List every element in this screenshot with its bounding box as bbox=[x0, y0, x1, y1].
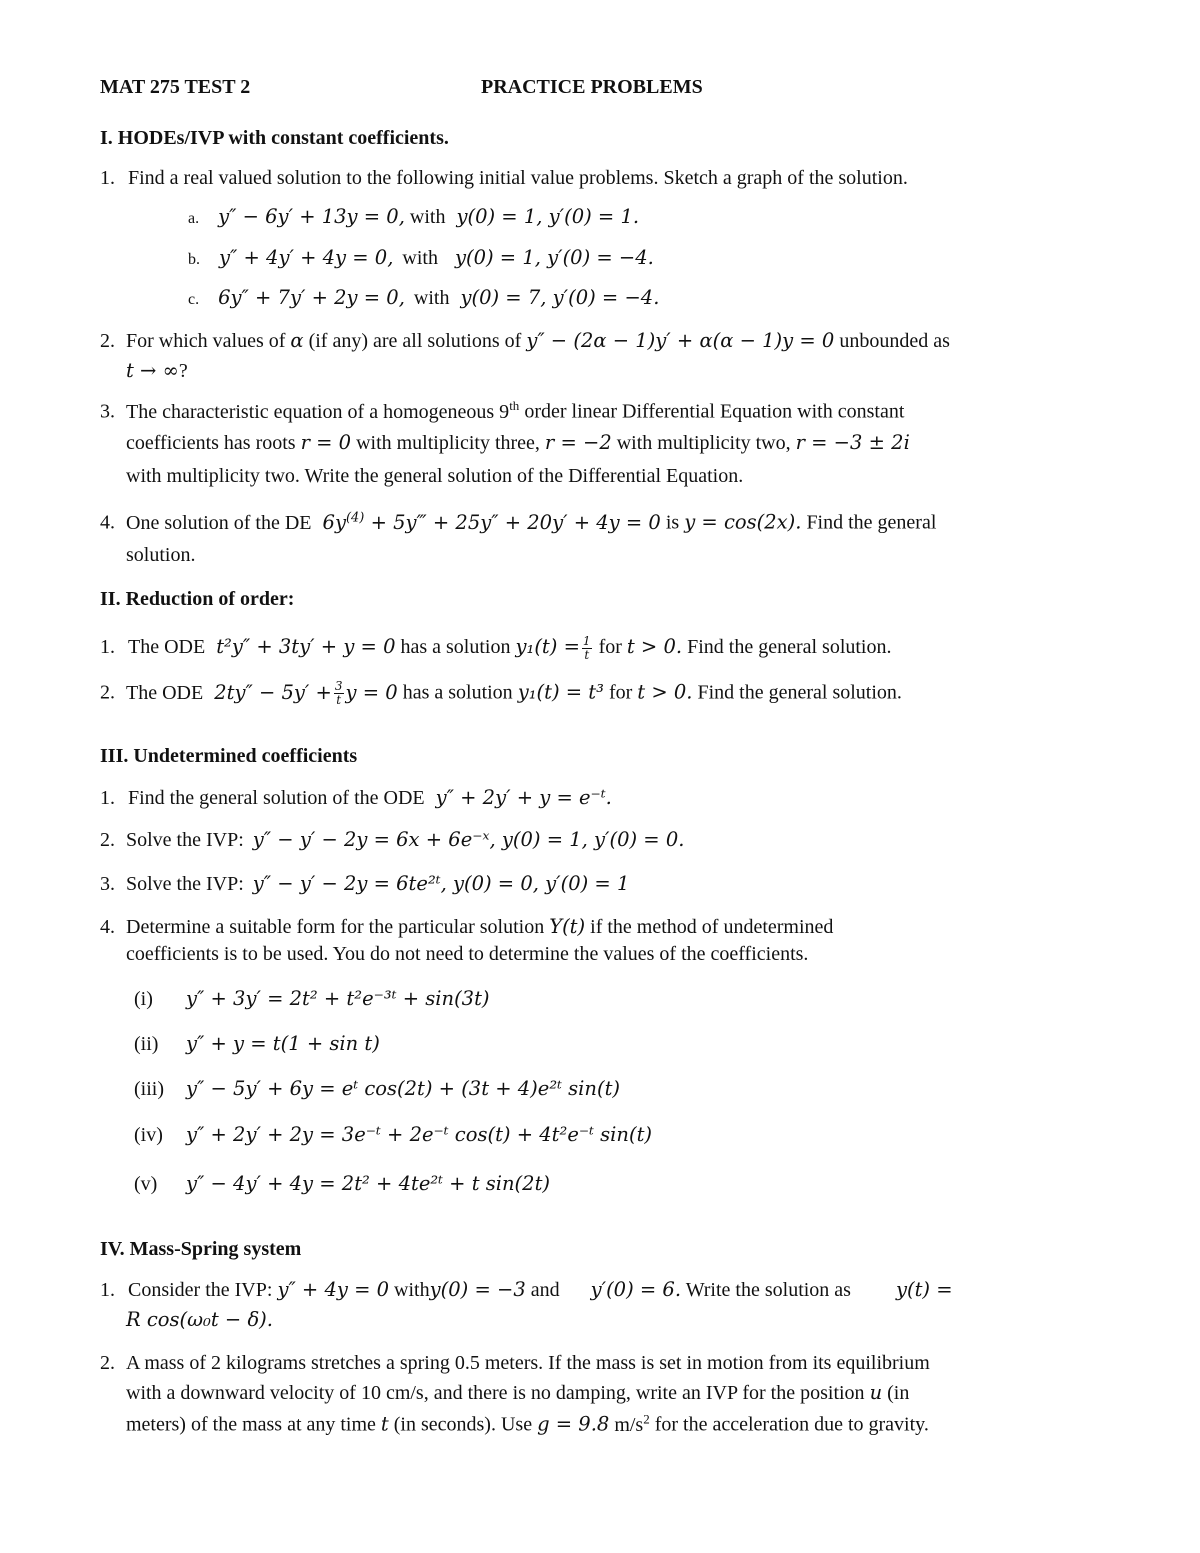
s3-problem-4-item-2 bbox=[134, 1032, 380, 1056]
problem-number: 1. bbox=[100, 636, 115, 658]
s4-problem-1 bbox=[100, 1278, 953, 1302]
problem-text: for the acceleration due to gravity. bbox=[654, 1413, 929, 1436]
problem-text: (if any) are all solutions of bbox=[308, 330, 522, 352]
equation: y″ + 3y′ = 2t² + t²e⁻³ᵗ + sin(3t) bbox=[186, 987, 490, 1010]
item-label: (ii) bbox=[134, 1033, 159, 1055]
alpha-symbol: α bbox=[290, 329, 304, 352]
s1-problem-3 bbox=[100, 398, 904, 424]
sub-label: a. bbox=[188, 210, 200, 227]
problem-text: (in bbox=[887, 1382, 910, 1404]
with-text: with bbox=[402, 247, 438, 269]
amplitude-phase-form: R cos(ω₀t − δ). bbox=[126, 1308, 273, 1331]
equation: y″ + y = t(1 + sin t) bbox=[186, 1032, 380, 1055]
root-1: r = 0 bbox=[300, 431, 352, 454]
item-label: (iii) bbox=[134, 1078, 164, 1100]
initial-condition-1: y(0) = −3 bbox=[429, 1278, 526, 1301]
problem-text: is bbox=[665, 511, 680, 534]
problem-text: (in seconds). Use bbox=[393, 1413, 533, 1436]
question-mark: ? bbox=[178, 360, 188, 382]
s3-problem-2 bbox=[100, 828, 684, 852]
with-text: with bbox=[413, 287, 450, 309]
problem-text: coefficients has roots bbox=[126, 432, 296, 454]
problem-number: 4. bbox=[100, 916, 115, 938]
problem-text: with multiplicity three, bbox=[356, 432, 540, 454]
s1-problem-1b bbox=[188, 246, 654, 270]
equation: y″ + 2y′ + y = e⁻ᵗ. bbox=[435, 786, 612, 809]
problem-text: with a downward velocity of 10 cm/s, and there is no damping, write an IVP for the position bbox=[126, 1382, 865, 1404]
problem-text: Find the general solution. bbox=[697, 681, 902, 704]
s1-problem-3-line2 bbox=[126, 431, 910, 455]
condition: t > 0. bbox=[626, 635, 683, 658]
problem-text: unbounded as bbox=[839, 330, 950, 352]
s1-problem-1c bbox=[188, 286, 659, 310]
equation: $6y^{(4)}$ + 5y‴ + 25y″ + 20y′ + 4y = 0 bbox=[322, 510, 661, 534]
s3-problem-4 bbox=[100, 915, 833, 939]
initial-conditions: y(0) = 1, y′(0) = 1. bbox=[456, 205, 640, 228]
particular-solution-symbol: Y(t) bbox=[549, 915, 586, 938]
equation: y″ + 2y′ + 2y = 3e⁻ᵗ + 2e⁻ᵗ cos(t) + 4t²e⁻ᵗ sin(t) bbox=[186, 1123, 653, 1146]
problem-number: 3. bbox=[100, 400, 115, 423]
initial-conditions: y(0) = 7, y′(0) = −4. bbox=[460, 286, 660, 309]
fraction: $\frac{1}{t}$ bbox=[582, 634, 591, 662]
section-3-heading: III. Undetermined coefficients bbox=[100, 745, 358, 767]
s3-problem-4-item-3 bbox=[134, 1077, 620, 1101]
problem-number: 2. bbox=[100, 330, 115, 352]
equation: y″ + 4y′ + 4y = 0, bbox=[219, 246, 394, 269]
s1-problem-1a bbox=[188, 205, 639, 229]
sub-label: b. bbox=[188, 251, 200, 268]
equation: y″ − 5y′ + 6y = eᵗ cos(2t) + (3t + 4)e²ᵗ sin(t) bbox=[186, 1077, 621, 1100]
position-variable: u bbox=[869, 1381, 883, 1404]
s3-problem-4-item-5 bbox=[134, 1172, 550, 1196]
problem-text: meters) of the mass at any time bbox=[126, 1413, 376, 1436]
equation: y″ − 6y′ + 13y = 0, bbox=[218, 205, 405, 228]
problem-text: Determine a suitable form for the particular solution bbox=[126, 916, 545, 938]
s1-problem-3-line3: with multiplicity two. Write the general solution of the Differential Equation. bbox=[126, 465, 744, 487]
equation: y″ + 4y = 0 bbox=[277, 1278, 390, 1301]
problem-text: if the method of undetermined bbox=[590, 916, 834, 938]
equation: 2ty″ − 5y′ + $\frac{3}{t}$ y = 0 bbox=[214, 679, 398, 707]
problem-text: has a solution bbox=[400, 636, 511, 658]
problem-number: 2. bbox=[100, 1352, 115, 1374]
with-text: with bbox=[409, 206, 446, 228]
section-2-heading: II. Reduction of order: bbox=[100, 588, 295, 610]
problem-text: for bbox=[598, 636, 622, 658]
equation: t²y″ + 3ty′ + y = 0 bbox=[216, 635, 396, 658]
problem-text: Find a real valued solution to the following initial value problems. Sketch a graph of the solution. bbox=[128, 167, 908, 189]
s4-problem-2 bbox=[100, 1351, 930, 1375]
solution-y1: y₁(t) = t³ bbox=[517, 680, 604, 704]
s3-problem-4-line2: coefficients is to be used. You do not need to determine the values of the coefficients. bbox=[126, 943, 809, 965]
s4-problem-2-line2 bbox=[126, 1381, 909, 1405]
limit-expression: t → ∞ bbox=[126, 359, 179, 382]
s1-problem-2-cont bbox=[126, 359, 188, 383]
gravity-value: g = 9.8 bbox=[537, 1412, 610, 1436]
problem-text: Write the solution as bbox=[685, 1279, 851, 1301]
problem-text: A mass of 2 kilograms stretches a spring 0.5 meters. If the mass is set in motion from its equilibrium bbox=[126, 1352, 930, 1374]
s3-problem-1 bbox=[100, 786, 612, 810]
problem-number: 1. bbox=[100, 167, 115, 189]
problem-text: order linear Differential Equation with constant bbox=[519, 400, 905, 423]
s1-problem-4-cont: solution. bbox=[126, 544, 196, 566]
item-label: (i) bbox=[134, 988, 153, 1010]
section-4-heading: IV. Mass-Spring system bbox=[100, 1238, 302, 1260]
s3-problem-3 bbox=[100, 872, 629, 896]
problem-text: Find the general solution. bbox=[687, 636, 892, 658]
s2-problem-2 bbox=[100, 680, 902, 706]
equation: y″ − y′ − 2y = 6te²ᵗ, y(0) = 0, y′(0) = 1 bbox=[252, 872, 630, 895]
root-2: r = −2 bbox=[544, 431, 612, 454]
superscript: th bbox=[509, 398, 520, 413]
equation: 6y″ + 7y′ + 2y = 0, bbox=[218, 286, 405, 309]
s3-problem-4-item-4 bbox=[134, 1123, 652, 1147]
problem-text: with bbox=[394, 1279, 430, 1301]
s2-problem-1 bbox=[100, 635, 892, 662]
problem-text: For which values of bbox=[126, 330, 286, 352]
problem-number: 1. bbox=[100, 787, 115, 809]
solution-form: y(t) = bbox=[895, 1278, 953, 1301]
condition: t > 0. bbox=[637, 680, 693, 704]
problem-text: The ODE bbox=[126, 681, 204, 704]
problem-text: Find the general bbox=[806, 511, 937, 534]
problem-text: has a solution bbox=[402, 681, 513, 704]
problem-text: Consider the IVP: bbox=[128, 1279, 273, 1301]
s4-problem-2-line3 bbox=[126, 1411, 929, 1437]
solution-y1: y₁(t) = bbox=[515, 635, 580, 658]
problem-number: 2. bbox=[100, 681, 115, 704]
problem-text: with multiplicity two, bbox=[616, 432, 791, 454]
problem-number: 2. bbox=[100, 829, 115, 851]
s1-problem-1 bbox=[100, 166, 908, 190]
initial-conditions: y(0) = 1, y′(0) = −4. bbox=[454, 246, 654, 269]
equation: y″ − y′ − 2y = 6x + 6e⁻ˣ, y(0) = 1, y′(0) = 0. bbox=[252, 828, 685, 851]
problem-number: 1. bbox=[100, 1279, 115, 1301]
s4-problem-1-cont bbox=[126, 1308, 273, 1332]
sub-label: c. bbox=[188, 291, 200, 308]
problem-number: 3. bbox=[100, 873, 115, 895]
problem-text: One solution of the DE bbox=[126, 511, 312, 534]
problem-text: The characteristic equation of a homogeneous 9 bbox=[126, 400, 510, 423]
s1-problem-2 bbox=[100, 329, 950, 353]
problem-text: Solve the IVP: bbox=[126, 873, 244, 895]
item-label: (iv) bbox=[134, 1124, 163, 1146]
page-title: PRACTICE PROBLEMS bbox=[481, 76, 703, 98]
s1-problem-4 bbox=[100, 510, 936, 535]
course-header: MAT 275 TEST 2 bbox=[100, 76, 251, 98]
item-label: (v) bbox=[134, 1173, 158, 1195]
known-solution: y = cos(2x). bbox=[684, 510, 802, 534]
problem-text: Solve the IVP: bbox=[126, 829, 244, 851]
root-3: r = −3 ± 2i bbox=[795, 431, 910, 454]
problem-text: and bbox=[530, 1279, 560, 1301]
equation: y″ − (2α − 1)y′ + α(α − 1)y = 0 bbox=[526, 329, 835, 352]
initial-condition-2: y′(0) = 6. bbox=[590, 1278, 682, 1301]
equation: y″ − 4y′ + 4y = 2t² + 4te²ᵗ + t sin(2t) bbox=[186, 1172, 551, 1195]
s3-problem-4-item-1 bbox=[134, 987, 490, 1011]
section-1-heading: I. HODEs/IVP with constant coefficients. bbox=[100, 127, 449, 149]
problem-text: Find the general solution of the ODE bbox=[128, 787, 425, 809]
problem-number: 4. bbox=[100, 511, 115, 534]
problem-text: The ODE bbox=[128, 636, 206, 658]
units: $m/s^2$ bbox=[614, 1411, 650, 1436]
problem-text: for bbox=[608, 681, 633, 704]
time-variable: t bbox=[380, 1412, 389, 1436]
